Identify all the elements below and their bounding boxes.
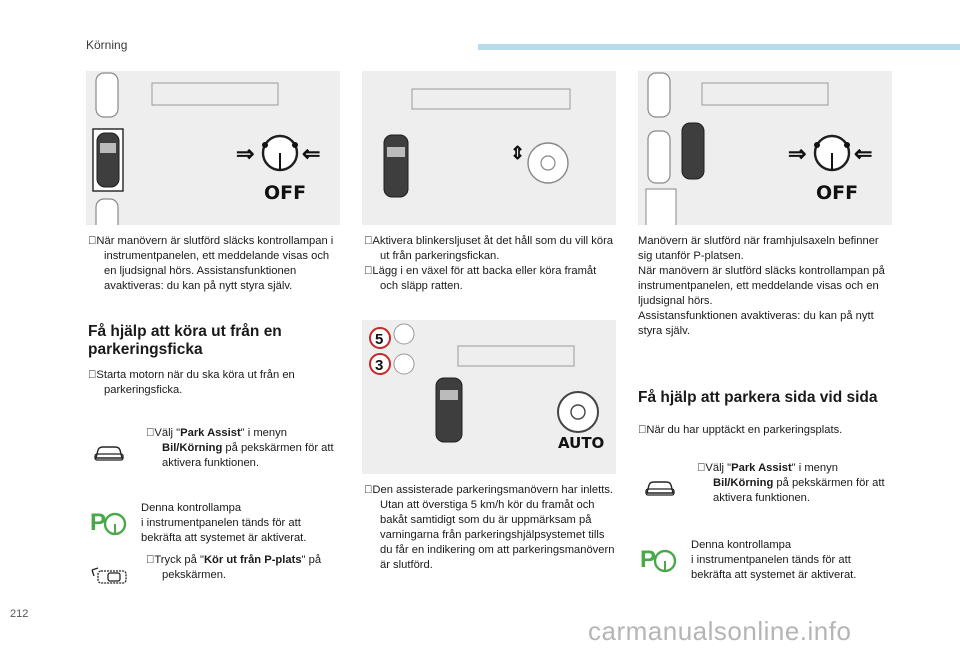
- step-number-5: 5: [375, 331, 384, 348]
- col1-step-press-exit: Tryck på "Kör ut från P-plats" på pekskärmen.: [154, 554, 322, 581]
- parking-assist-lamp-icon-2: [640, 544, 678, 579]
- figure-off-label-2: OFF: [816, 182, 859, 204]
- svg-text:P: P: [90, 509, 107, 536]
- car-icon: [93, 441, 125, 468]
- col1-bullet-finished: När manövern är slutförd släcks kontrollampan i instrumentpanelen, ett meddelande visas och en ljudsignal hörs. Assistansfunktionen avaktiveras: du kan på nytt styra själv.: [96, 235, 334, 292]
- col3-bullet-detected: När du har upptäckt en parkeringsplats.: [646, 424, 843, 436]
- figure-parallel-off-drawing: [638, 71, 892, 225]
- svg-text:⇐: ⇐: [302, 141, 321, 166]
- col3-lamp-text: Denna kontrollampa i instrumentpanelen tänds för att bekräfta att systemet är aktiverat.: [691, 539, 857, 581]
- figure-auto-manoeuvre-drawing: [362, 320, 616, 474]
- step-number-3: 3: [375, 357, 384, 374]
- col1-step-select-park-assist: Välj "Park Assist" i menyn Bil/Körning på pekskärmen för att aktivera funktionen.: [154, 427, 334, 469]
- col2-bullet-manoeuvre: Den assisterade parkeringsmanövern har inletts. Utan att överstiga 5 km/h kör du framåt och bakåt samtidigt som du är uppmärksam på varningarna från parkeringshjälpsystemet tills du får en indikering om att parkeringsmanövern är slutförd.: [372, 484, 615, 571]
- figure-parallel-off: [638, 71, 892, 225]
- svg-text:⇒: ⇒: [236, 141, 255, 166]
- figure-auto-label: AUTO: [558, 434, 605, 452]
- col1-heading: Få hjälp att köra ut från en parkeringsficka: [88, 323, 282, 358]
- col3-step-select-park-assist: Välj "Park Assist" i menyn Bil/Körning på pekskärmen för att aktivera funktionen.: [705, 462, 885, 504]
- figure-exit-steering-drawing: [362, 71, 616, 225]
- svg-text:⇐: ⇐: [854, 141, 873, 166]
- col2-bullets-top: [364, 234, 616, 294]
- figure-off-label: OFF: [264, 182, 307, 204]
- parking-assist-lamp-icon: [90, 507, 128, 542]
- figure-exit-steering: [362, 71, 616, 225]
- car-exit-icon: [90, 566, 130, 593]
- car-icon-2: [644, 476, 676, 503]
- figure-park-off: [86, 71, 340, 225]
- page-number: 212: [10, 608, 29, 620]
- col1-bullet-start-engine: Starta motorn när du ska köra ut från en parkeringsficka.: [96, 369, 295, 396]
- svg-text:⇕: ⇕: [510, 143, 526, 163]
- col1-lamp-text: Denna kontrollampa i instrumentpanelen tänds för att bekräfta att systemet är aktiverat.: [141, 502, 307, 544]
- section-title: Körning: [86, 38, 128, 52]
- section-accent-bar: [478, 44, 960, 50]
- watermark: carmanualsonline.info: [588, 616, 852, 646]
- figure-auto-manoeuvre: [362, 320, 616, 474]
- col3-heading: Få hjälp att parkera sida vid sida: [638, 389, 878, 406]
- svg-text:P: P: [640, 546, 657, 573]
- col3-para-finished: Manövern är slutförd när framhjulsaxeln befinner sig utanför P-platsen. När manövern är slutförd släcks kontrollampan på instrumentpanelen, ett meddelande visas och en ljudsignal hörs. Assistansfunktionen avaktiveras: du kan på nytt styra själv.: [638, 235, 885, 337]
- col2-bullet-indicator: Aktivera blinkersljuset åt det håll som du vill köra ut från parkeringsfickan.: [372, 235, 614, 262]
- svg-text:⇒: ⇒: [788, 141, 807, 166]
- figure-park-off-drawing: [86, 71, 340, 225]
- col2-bullet-gear: Lägg i en växel för att backa eller köra framåt och släpp ratten.: [372, 265, 597, 292]
